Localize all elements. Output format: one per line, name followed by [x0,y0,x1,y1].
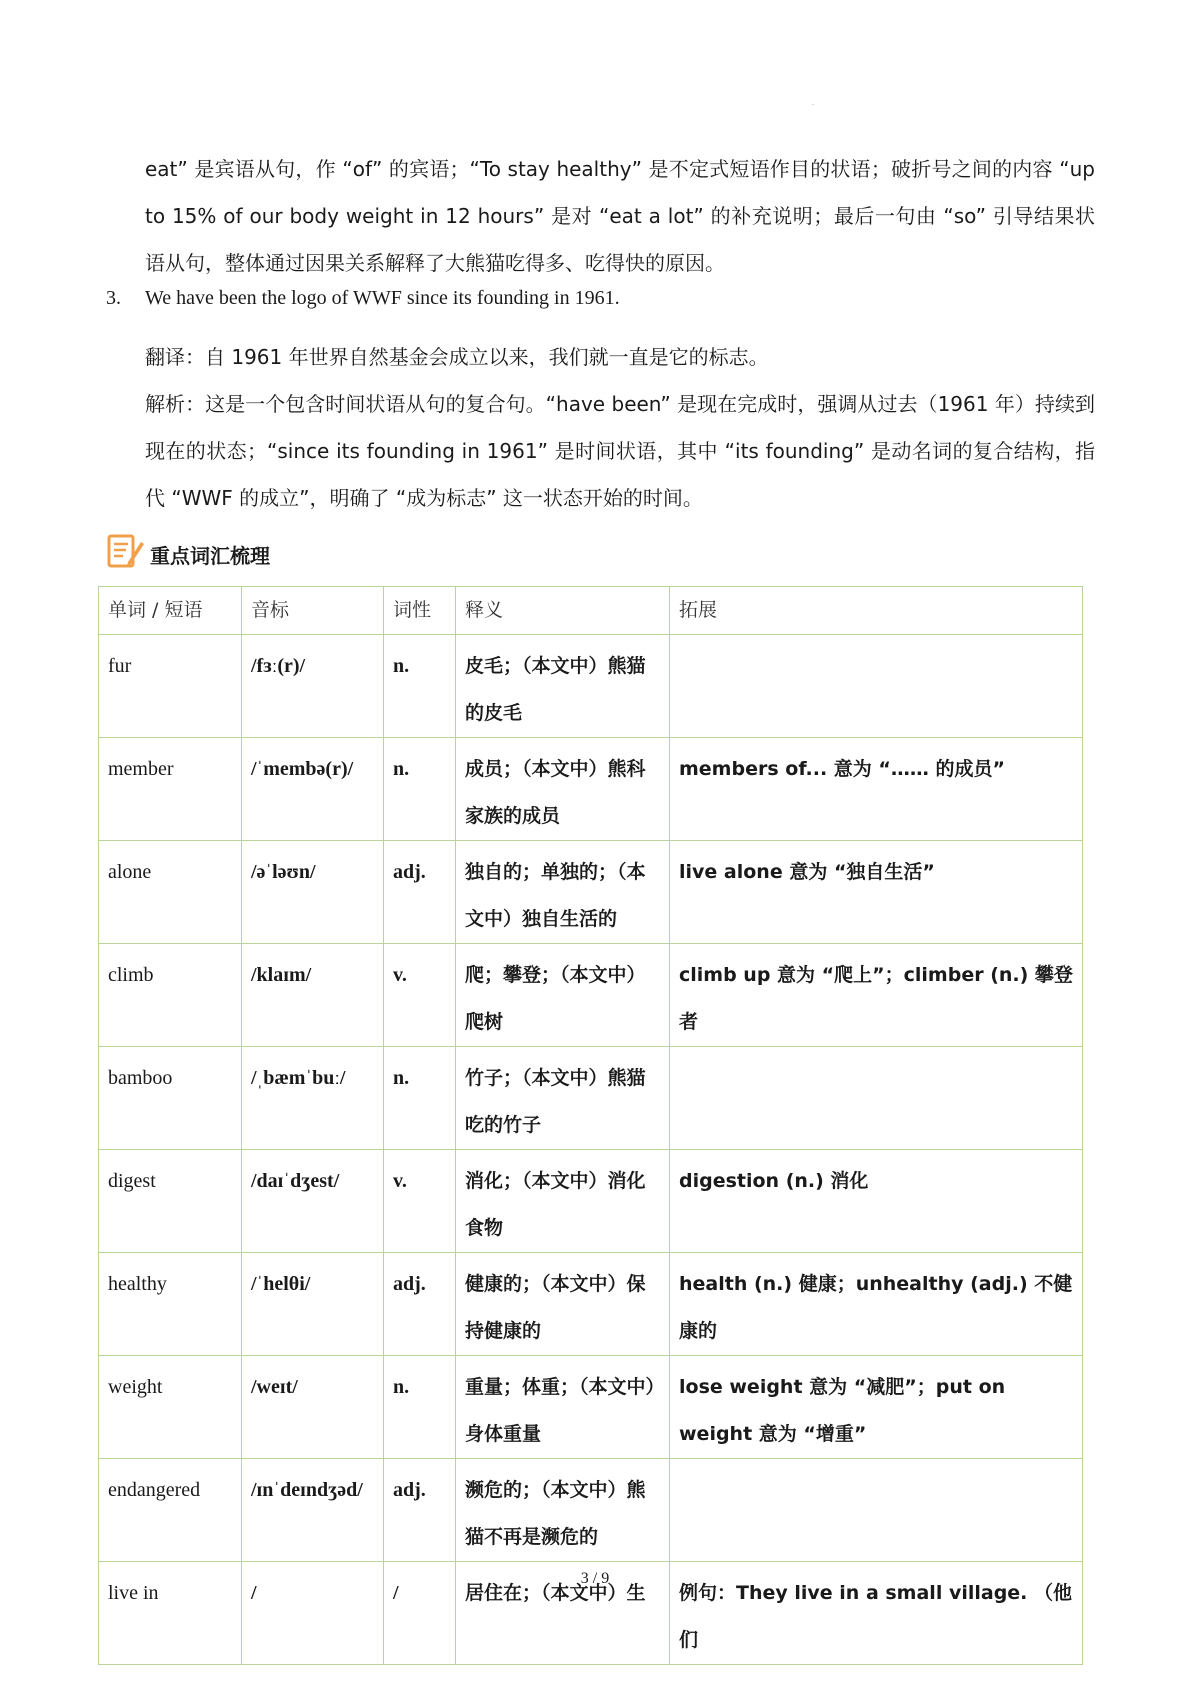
meaning-cell: 重量；体重；（本文中）身体重量 [456,1356,670,1459]
notepad-pencil-icon [106,530,146,570]
phonetic-cell: /daɪˈdʒest/ [242,1150,384,1253]
pos-cell: adj. [384,1459,456,1562]
section-heading [106,530,270,570]
phonetic-cell: /ˈmembə(r)/ [242,738,384,841]
pos-cell: adj. [384,841,456,944]
phonetic-cell: /klaɪm/ [242,944,384,1047]
translation-paragraph: 翻译：自 1961 年世界自然基金会成立以来，我们就一直是它的标志。 [145,345,769,369]
extend-cell [670,635,1083,738]
word-cell: fur [99,635,242,738]
meaning-cell: 消化；（本文中）消化食物 [456,1150,670,1253]
page-number: 3 / 9 [580,1570,610,1587]
intro-paragraph: eat” 是宾语从句，作 “of” 的宾语；“To stay healthy” 是不定式短语作目的状语；破折号之间的内容 “up to 15% of our body weight in 12 hours” 是对 “eat a lot” 的补充说明；最后一句由 “so” 引导结果状语从句，整体通过因果关系解释了大熊猫吃得多、吃得快的原因。 [145,157,1095,275]
item-number: 3. [106,287,121,309]
table-header-row [99,587,1083,635]
pos-cell: n. [384,738,456,841]
phonetic-cell: /weɪt/ [242,1356,384,1459]
meaning-cell: 独自的；单独的；（本文中）独自生活的 [456,841,670,944]
pos-cell: v. [384,1150,456,1253]
item-sentence: We have been the logo of WWF since its founding in 1961. [145,287,620,309]
pos-cell: n. [384,1356,456,1459]
header-pos: 词性 [384,587,456,635]
extend-cell: 例句：They live in a small village. （他们 [670,1562,1083,1665]
vocabulary-table [98,586,1083,1665]
word-cell: live in [99,1562,242,1665]
word-cell: member [99,738,242,841]
table-row [99,1253,1083,1356]
extend-cell: digestion (n.) 消化 [670,1150,1083,1253]
word-cell: climb [99,944,242,1047]
word-cell: weight [99,1356,242,1459]
table-row [99,635,1083,738]
phonetic-cell: /əˈləʊn/ [242,841,384,944]
extend-cell: lose weight 意为 “减肥”；put on weight 意为 “增重” [670,1356,1083,1459]
extend-cell: members of... 意为 “…… 的成员” [670,738,1083,841]
phonetic-cell: / [242,1562,384,1665]
analysis-paragraph: 解析：这是一个包含时间状语从句的复合句。“have been” 是现在完成时，强调从过去（1961 年）持续到现在的状态；“since its founding in 1961” 是时间状语，其中 “its founding” 是动名词的复合结构，指代 “WWF 的成立”，明确了 “成为标志” 这一状态开始的时间。 [145,392,1095,510]
phonetic-cell: /ˈhelθi/ [242,1253,384,1356]
table-row [99,1047,1083,1150]
meaning-cell: 濒危的；（本文中）熊猫不再是濒危的 [456,1459,670,1562]
table-row [99,1150,1083,1253]
extend-cell: health (n.) 健康；unhealthy (adj.) 不健康的 [670,1253,1083,1356]
pos-cell: v. [384,944,456,1047]
extend-cell: climb up 意为 “爬上”；climber (n.) 攀登者 [670,944,1083,1047]
phonetic-cell: /ɪnˈdeɪndʒəd/ [242,1459,384,1562]
pos-cell: n. [384,1047,456,1150]
meaning-cell: 爬；攀登；（本文中）爬树 [456,944,670,1047]
meaning-cell: 竹子；（本文中）熊猫吃的竹子 [456,1047,670,1150]
pos-cell: adj. [384,1253,456,1356]
pos-cell: n. [384,635,456,738]
table-row [99,1459,1083,1562]
phonetic-cell: /ˌbæmˈbuː/ [242,1047,384,1150]
table-row [99,1356,1083,1459]
phonetic-cell: /fɜː(r)/ [242,635,384,738]
table-row [99,738,1083,841]
extend-cell [670,1459,1083,1562]
meaning-cell: 皮毛；（本文中）熊猫的皮毛 [456,635,670,738]
header-extend: 拓展 [670,587,1083,635]
header-word: 单词 / 短语 [99,587,242,635]
header-meaning: 释义 [456,587,670,635]
word-cell: digest [99,1150,242,1253]
header-dot: . [812,98,814,107]
pos-cell: / [384,1562,456,1665]
word-cell: bamboo [99,1047,242,1150]
word-cell: healthy [99,1253,242,1356]
meaning-cell: 居住在；（本文中）生 [456,1562,670,1665]
meaning-cell: 成员；（本文中）熊科家族的成员 [456,738,670,841]
section-title: 重点词汇梳理 [150,544,270,568]
word-cell: alone [99,841,242,944]
extend-cell [670,1047,1083,1150]
extend-cell: live alone 意为 “独自生活” [670,841,1083,944]
header-phonetic: 音标 [242,587,384,635]
table-row [99,841,1083,944]
meaning-cell: 健康的；（本文中）保持健康的 [456,1253,670,1356]
word-cell: endangered [99,1459,242,1562]
table-row [99,944,1083,1047]
